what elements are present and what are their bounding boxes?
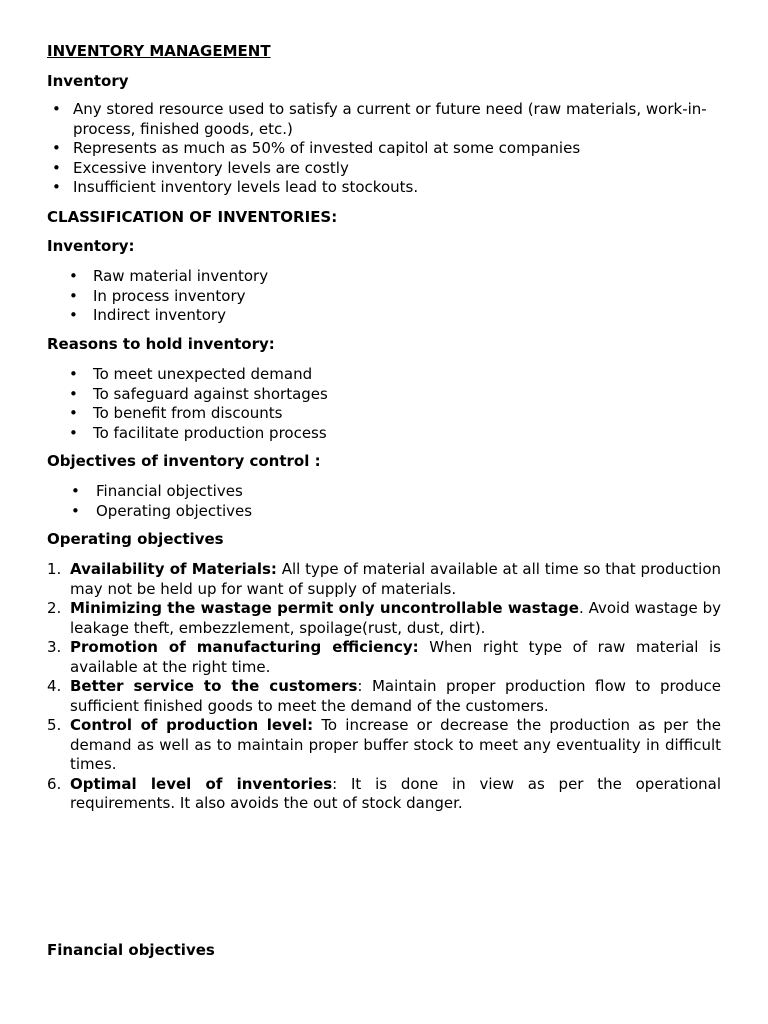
list-item (47, 677, 721, 716)
item-title: Better service to the customers (70, 677, 358, 695)
item-title: Promotion of manufacturing efficiency: (70, 638, 419, 656)
classification-subheading: Inventory: (47, 237, 135, 255)
list-item: • To safeguard against shortages (47, 385, 721, 405)
classification-heading: CLASSIFICATION OF INVENTORIES: (47, 208, 338, 226)
objectives-list (47, 482, 721, 521)
list-item: • In process inventory (47, 287, 721, 307)
list-item: • Represents as much as 50% of invested capitol at some companies (47, 139, 721, 159)
objectives-heading: Objectives of inventory control : (47, 452, 321, 470)
list-item: • Insufficient inventory levels lead to stockouts. (47, 178, 721, 198)
operating-objectives-heading: Operating objectives (47, 530, 224, 548)
item-text: . Avoid wastage by leakage theft, embezzlement, spoilage(rust, dust, dirt). (70, 599, 721, 637)
list-number: 3. (47, 638, 62, 656)
list-number: 2. (47, 599, 62, 617)
item-text: : Maintain proper production flow to produce sufficient finished goods to meet the demand of the customers. (70, 677, 721, 715)
list-item (47, 775, 721, 814)
item-text: To increase or decrease the production as per the demand as well as to maintain proper buffer stock to meet any eventuality in difficult times. (70, 716, 721, 773)
inventory-types-list (47, 267, 721, 326)
inventory-definition-list (47, 100, 721, 198)
list-item: • To facilitate production process (47, 424, 721, 444)
item-text: When right type of raw material is available at the right time. (70, 638, 721, 676)
list-number: 5. (47, 716, 62, 734)
list-item (47, 716, 721, 775)
list-item (47, 638, 721, 677)
item-text: All type of material available at all time so that production may not be held up for want of supply of materials. (70, 560, 721, 598)
list-number: 1. (47, 560, 62, 578)
item-title: Availability of Materials: (70, 560, 277, 578)
reasons-heading: Reasons to hold inventory: (47, 335, 275, 353)
list-item: • Excessive inventory levels are costly (47, 159, 721, 179)
list-item: • Any stored resource used to satisfy a current or future need (raw materials, work-in-process, finished goods, etc.) (47, 100, 721, 139)
list-item: • To benefit from discounts (47, 404, 721, 424)
list-number: 4. (47, 677, 62, 695)
financial-objectives-heading: Financial objectives (47, 941, 215, 959)
list-item: • Financial objectives (47, 482, 721, 502)
list-item (47, 599, 721, 638)
list-item: • To meet unexpected demand (47, 365, 721, 385)
item-title: Minimizing the wastage permit only uncontrollable wastage (70, 599, 579, 617)
item-text: : It is done in view as per the operational requirements. It also avoids the out of stock danger. (70, 774, 721, 812)
item-title: Control of production level: (70, 716, 314, 734)
list-item: • Raw material inventory (47, 267, 721, 287)
reasons-list (47, 365, 721, 443)
list-number: 6. (47, 774, 62, 793)
list-item: • Operating objectives (47, 502, 721, 522)
list-item (47, 560, 721, 599)
item-title: Optimal level of inventories (70, 774, 333, 793)
inventory-heading: Inventory (47, 72, 129, 90)
list-item: • Indirect inventory (47, 306, 721, 326)
operating-objectives-list (47, 560, 721, 814)
document-title: INVENTORY MANAGEMENT (47, 42, 271, 60)
